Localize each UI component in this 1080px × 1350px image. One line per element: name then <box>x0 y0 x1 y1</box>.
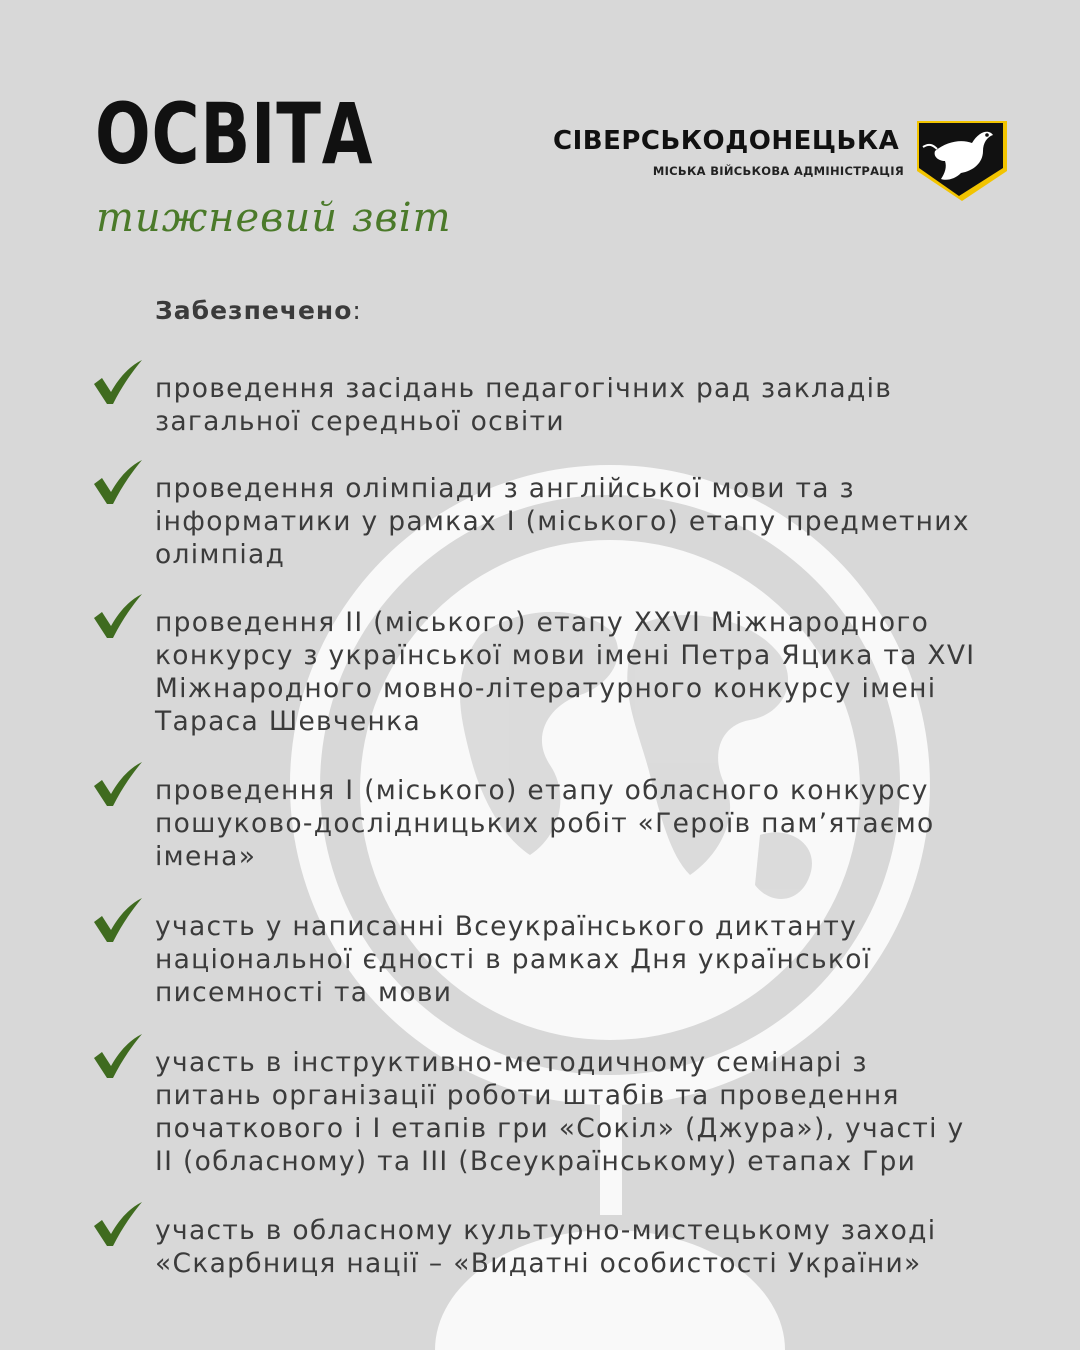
checkmark-icon <box>90 760 144 810</box>
checkmark-icon <box>90 1032 144 1082</box>
checkmark-icon <box>90 458 144 508</box>
intro-suffix: : <box>352 296 362 325</box>
checkmark-icon <box>90 1200 144 1250</box>
item-text: участь в обласному культурно-мистецькому заході «Скарбниця нації – «Видатні особистості України» <box>155 1215 937 1279</box>
item-text: участь в інструктивно-методичному семінарі з питань організації роботи штабів та проведення початкового і І етапів гри «Сокіл» (Джура»), участі у ІІ (обласному) та ІІІ (Всеукраїнському) етапах Гри <box>155 1047 965 1177</box>
page-title: ОСВІТА <box>95 85 374 183</box>
checkmark-icon <box>90 896 144 946</box>
logo-subtitle: МІСЬКА ВІЙСЬКОВА АДМІНІСТРАЦІЯ <box>652 164 904 178</box>
page-subtitle: тижневий звіт <box>96 195 452 241</box>
intro-line <box>155 296 362 325</box>
checkmark-icon <box>90 592 144 642</box>
intro-label: Забезпечено <box>155 296 353 325</box>
item-text: проведення засідань педагогічних рад закладів загальної середньої освіти <box>155 373 893 437</box>
checkmark-icon <box>90 358 144 408</box>
item-text: проведення ІІ (міського) етапу XXVI Міжнародного конкурсу з української мови імені Петра Яцика та XVI Міжнародного мовно-літературного конкурсу імені Тараса Шевченка <box>155 607 976 737</box>
item-text: участь у написанні Всеукраїнського диктанту національної єдності в рамках Дня української писемності та мови <box>155 911 872 1008</box>
logo-name: СІВЕРСЬКОДОНЕЦЬКА <box>553 126 900 156</box>
item-text: проведення олімпіади з англійської мови та з інформатики у рамках І (міського) етапу предметних олімпіад <box>155 473 970 570</box>
bird-crest-icon <box>917 121 1007 201</box>
item-text: проведення І (міського) етапу обласного конкурсу пошуково-дослідницьких робіт «Героїв пам’ятаємо імена» <box>155 775 935 872</box>
